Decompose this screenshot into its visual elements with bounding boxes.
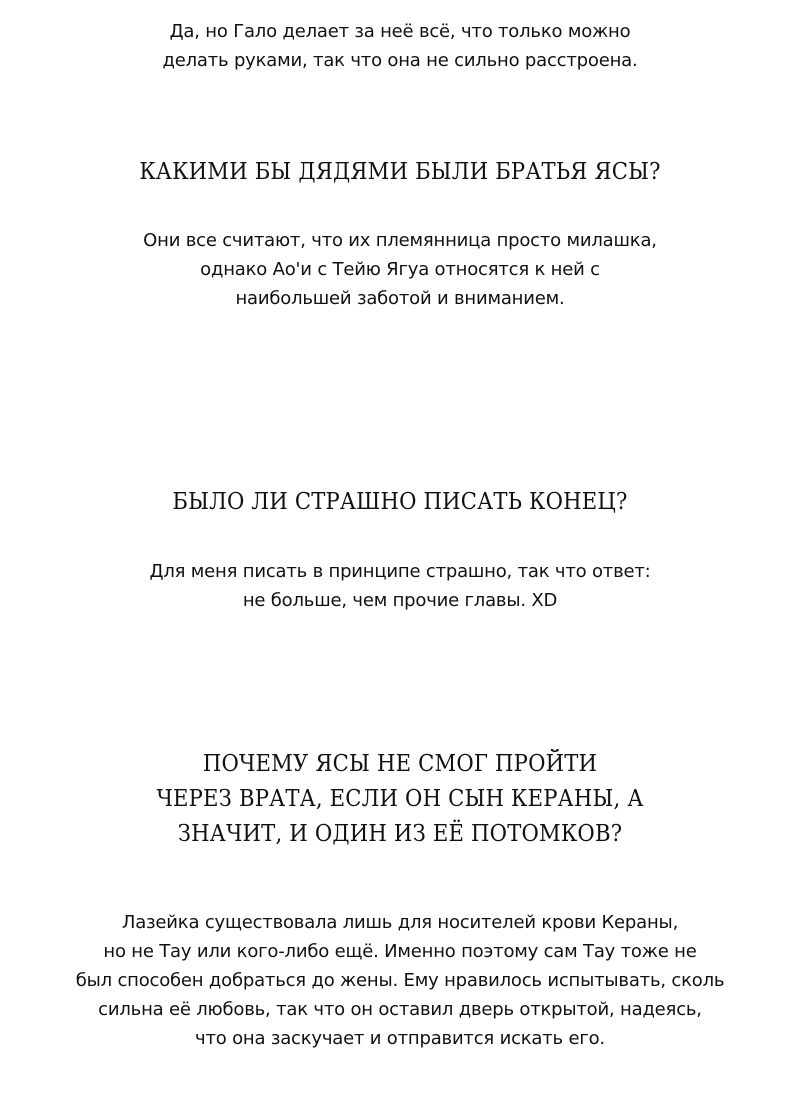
answer-line: не больше, чем прочие главы. XD <box>242 590 558 611</box>
question-heading <box>32 747 768 852</box>
question-line: ПОЧЕМУ ЯСЫ НЕ СМОГ ПРОЙТИ <box>202 751 598 777</box>
answer-line: наибольшей заботой и вниманием. <box>235 288 565 309</box>
question-line: БЫЛО ЛИ СТРАШНО ПИСАТЬ КОНЕЦ? <box>172 489 628 515</box>
answer-line: Да, но Гало делает за неё всё, что только можно <box>169 21 631 42</box>
answer-line: был способен добраться до жены. Ему нравилось испытывать, сколь <box>75 970 725 991</box>
answer-line: но не Тау или кого-либо ещё. Именно поэтому сам Тау тоже не <box>103 941 697 962</box>
question-line: ЧЕРЕЗ ВРАТА, ЕСЛИ ОН СЫН КЕРАНЫ, А <box>156 786 644 812</box>
answer-line: что она заскучает и отправится искать его. <box>195 1028 605 1049</box>
question-heading <box>32 155 768 190</box>
answer-line: сильна её любовь, так что он оставил дверь открытой, надеясь, <box>98 999 702 1020</box>
question-line: ЗНАЧИТ, И ОДИН ИЗ ЕЁ ПОТОМКОВ? <box>177 821 623 847</box>
answer-paragraph <box>0 226 800 313</box>
answer-line: Лазейка существовала лишь для носителей крови Кераны, <box>121 912 679 933</box>
answer-paragraph <box>0 17 800 75</box>
answer-line: Для меня писать в принципе страшно, так что ответ: <box>149 561 651 582</box>
question-line: КАКИМИ БЫ ДЯДЯМИ БЫЛИ БРАТЬЯ ЯСЫ? <box>139 159 661 185</box>
answer-line: однако Ао'и с Тейю Ягуа относятся к ней с <box>200 259 600 280</box>
answer-paragraph <box>0 908 800 1053</box>
answer-paragraph <box>0 557 800 615</box>
answer-line: делать руками, так что она не сильно расстроена. <box>162 50 638 71</box>
question-heading <box>32 485 768 520</box>
answer-line: Они все считают, что их племянница просто милашка, <box>143 230 657 251</box>
